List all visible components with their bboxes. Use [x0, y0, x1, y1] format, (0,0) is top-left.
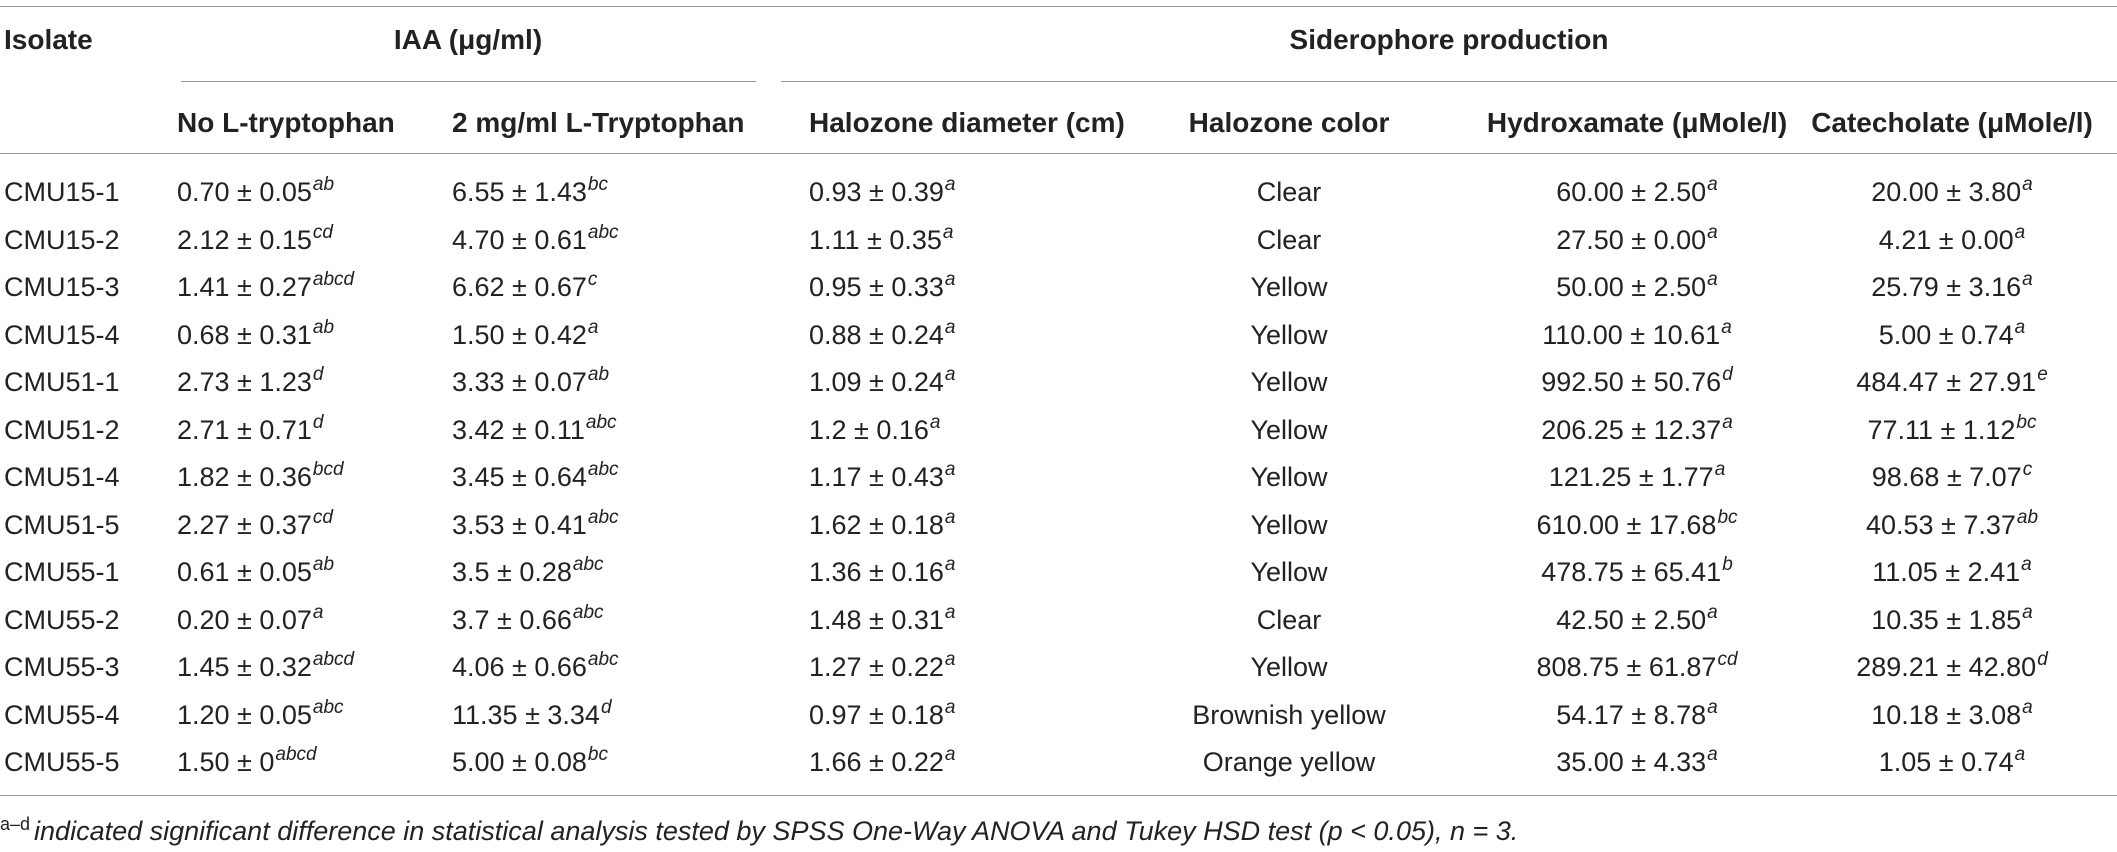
cell-value: 3.42 ± 0.11 — [452, 414, 585, 445]
cell-value: 3.7 ± 0.66 — [452, 604, 572, 635]
cell-value: 2.73 ± 1.23 — [177, 367, 312, 397]
cell-value: Yellow — [1250, 272, 1328, 302]
significance-letters: a — [944, 316, 956, 338]
cell-value: 1.50 ± 0 — [177, 747, 275, 777]
cell-halozone-color — [1203, 746, 1376, 778]
cell-value: 610.00 ± 17.68 — [1536, 509, 1717, 540]
significance-letters: a — [2014, 221, 2026, 243]
significance-letters: d — [2037, 649, 2048, 670]
cell-value: 1.36 ± 0.16 — [809, 557, 944, 587]
cell-isolate — [4, 699, 120, 731]
cell-value: 4.70 ± 0.61 — [452, 224, 587, 255]
significance-letters: a — [2022, 696, 2033, 718]
cell-iaa-no-tryptophan — [177, 746, 317, 782]
cell-iaa-no-tryptophan — [177, 316, 335, 355]
cell-halozone-diameter — [809, 271, 956, 307]
cell-halozone-diameter — [809, 696, 956, 735]
cell-isolate — [4, 414, 120, 446]
significance-letters: abc — [312, 696, 344, 718]
cell-value: CMU55-1 — [4, 557, 120, 587]
cell-halozone-diameter — [809, 506, 956, 545]
cell-catecholate — [1872, 556, 2032, 592]
significance-letters: e — [2037, 364, 2048, 385]
significance-letters: a — [1707, 601, 1718, 623]
significance-letters: a — [944, 601, 956, 623]
siderophore-group-rule — [781, 81, 2117, 82]
cell-value: CMU55-4 — [4, 699, 120, 730]
cell-iaa-no-tryptophan — [177, 696, 344, 735]
cell-iaa-no-tryptophan — [177, 176, 334, 212]
cell-value: CMU15-3 — [4, 272, 120, 302]
cell-hydroxamate — [1556, 696, 1718, 735]
cell-iaa-no-tryptophan — [177, 411, 324, 450]
significance-letters: abc — [587, 649, 619, 670]
cell-halozone-diameter — [809, 316, 956, 355]
cell-value: 5.00 ± 0.74 — [1878, 319, 2014, 350]
cell-isolate — [4, 176, 120, 208]
significance-letters: a — [944, 554, 956, 575]
cell-value: 98.68 ± 7.07 — [1871, 462, 2022, 492]
significance-letters: a — [944, 696, 956, 718]
significance-letters: abcd — [312, 649, 355, 670]
significance-letters: a — [944, 364, 956, 385]
cell-halozone-diameter — [809, 176, 956, 212]
cell-value: Yellow — [1250, 319, 1328, 350]
cell-value: 0.20 ± 0.07 — [177, 604, 312, 635]
cell-value: 0.61 ± 0.05 — [177, 557, 312, 587]
cell-catecholate — [1878, 316, 2026, 355]
cell-value: 1.45 ± 0.32 — [177, 652, 312, 682]
cell-iaa-tryptophan — [452, 746, 608, 782]
significance-letters: ab — [587, 364, 610, 385]
header-bottom-rule — [0, 153, 2117, 154]
significance-letters: abc — [585, 411, 617, 433]
significance-letters: a — [587, 316, 599, 338]
cell-value: 0.95 ± 0.33 — [809, 272, 944, 302]
cell-halozone-diameter — [809, 461, 956, 497]
cell-catecholate — [1867, 411, 2037, 450]
significance-letters: abcd — [312, 269, 355, 290]
cell-hydroxamate — [1542, 316, 1732, 355]
cell-value: 3.5 ± 0.28 — [452, 557, 572, 587]
significance-letters: a — [1721, 316, 1732, 338]
cell-iaa-tryptophan — [452, 556, 604, 592]
significance-letters: a — [1722, 411, 1733, 433]
cell-value: 4.21 ± 0.00 — [1878, 224, 2014, 255]
cell-halozone-color — [1250, 556, 1327, 588]
cell-value: 1.82 ± 0.36 — [177, 462, 312, 492]
cell-value: 0.68 ± 0.31 — [177, 319, 312, 350]
cell-value: 11.35 ± 3.34 — [452, 699, 600, 730]
cell-isolate — [4, 556, 120, 588]
cell-halozone-color — [1250, 461, 1327, 493]
cell-value: CMU51-5 — [4, 509, 120, 540]
cell-value: Yellow — [1250, 367, 1328, 397]
cell-value: CMU51-2 — [4, 414, 120, 445]
cell-value: 1.41 ± 0.27 — [177, 272, 312, 302]
cell-iaa-tryptophan — [452, 506, 619, 545]
cell-value: Clear — [1256, 224, 1322, 255]
cell-value: 11.05 ± 2.41 — [1872, 557, 2021, 587]
significance-letters: a — [944, 649, 956, 670]
cell-value: 40.53 ± 7.37 — [1865, 509, 2016, 540]
header-isolate: Isolate — [4, 24, 93, 55]
cell-value: 3.45 ± 0.64 — [452, 462, 587, 492]
footnote-text: indicated significant difference in statistical analysis tested by SPSS One-Way ANOVA and Tukey HSD test (p < 0.05), n = 3. — [34, 816, 1519, 846]
cell-value: Yellow — [1250, 652, 1328, 682]
cell-halozone-color — [1250, 366, 1327, 398]
cell-value: 10.18 ± 3.08 — [1871, 699, 2022, 730]
cell-iaa-no-tryptophan — [177, 461, 344, 497]
significance-letters: a — [1707, 696, 1718, 718]
cell-hydroxamate — [1556, 746, 1718, 782]
significance-letters: a — [944, 459, 956, 480]
cell-iaa-no-tryptophan — [177, 221, 333, 260]
significance-letters: a — [1714, 459, 1726, 480]
cell-value: 206.25 ± 12.37 — [1541, 414, 1722, 445]
cell-value: 6.62 ± 0.67 — [452, 272, 587, 302]
cell-halozone-color — [1257, 224, 1322, 256]
cell-iaa-no-tryptophan — [177, 506, 333, 545]
cell-hydroxamate — [1541, 556, 1733, 592]
cell-value: 0.70 ± 0.05 — [177, 177, 312, 207]
cell-value: CMU15-1 — [4, 177, 120, 207]
significance-letters: abc — [587, 221, 619, 243]
cell-catecholate — [1871, 696, 2033, 735]
significance-letters: abcd — [275, 744, 317, 765]
cell-halozone-diameter — [809, 221, 954, 260]
significance-letters: a — [2022, 601, 2033, 623]
cell-value: CMU15-4 — [4, 319, 120, 350]
cell-catecholate — [1871, 271, 2033, 307]
cell-value: Yellow — [1250, 509, 1328, 540]
cell-value: 3.33 ± 0.07 — [452, 367, 587, 397]
cell-hydroxamate — [1541, 366, 1733, 402]
significance-letters: a — [944, 744, 956, 765]
cell-halozone-diameter — [809, 411, 941, 450]
cell-value: 1.11 ± 0.35 — [809, 224, 942, 255]
cell-value: 1.20 ± 0.05 — [177, 699, 312, 730]
significance-letters: abc — [587, 459, 619, 480]
cell-value: 5.00 ± 0.08 — [452, 747, 587, 777]
cell-value: CMU51-4 — [4, 462, 120, 492]
cell-value: Clear — [1256, 604, 1322, 635]
table-footnote — [0, 815, 1518, 850]
significance-letters: a — [2014, 744, 2026, 765]
cell-hydroxamate — [1536, 651, 1737, 687]
cell-value: 289.21 ± 42.80 — [1856, 652, 2037, 682]
cell-isolate — [4, 271, 120, 303]
cell-value: 2.27 ± 0.37 — [177, 509, 312, 540]
cell-value: 1.27 ± 0.22 — [809, 652, 944, 682]
cell-value: 1.05 ± 0.74 — [1878, 747, 2014, 777]
significance-letters: abc — [587, 506, 619, 528]
cell-halozone-diameter — [809, 651, 956, 687]
cell-iaa-no-tryptophan — [177, 556, 334, 592]
cell-value: 42.50 ± 2.50 — [1556, 604, 1707, 635]
cell-iaa-no-tryptophan — [177, 651, 354, 687]
header-tryptophan: 2 mg/ml L-Tryptophan — [452, 107, 745, 138]
cell-isolate — [4, 604, 120, 636]
cell-iaa-tryptophan — [452, 411, 617, 450]
cell-value: 60.00 ± 2.50 — [1556, 177, 1707, 207]
cell-value: 1.17 ± 0.43 — [809, 462, 944, 492]
significance-letters: b — [1722, 554, 1733, 575]
significance-letters: bcd — [312, 459, 344, 480]
significance-letters: d — [312, 364, 324, 385]
cell-halozone-diameter — [809, 746, 956, 782]
cell-value: Clear — [1256, 177, 1322, 207]
significance-letters: a — [2022, 269, 2033, 290]
header-catecholate: Catecholate (μMole/l) — [1811, 107, 2093, 138]
cell-catecholate — [1865, 506, 2039, 545]
cell-halozone-color — [1257, 176, 1322, 208]
cell-value: 1.2 ± 0.16 — [809, 414, 929, 445]
significance-letters: ab — [312, 174, 335, 195]
cell-hydroxamate — [1549, 461, 1726, 497]
cell-catecholate — [1856, 651, 2048, 687]
significance-letters: ab — [2016, 506, 2039, 528]
cell-value: 54.17 ± 8.78 — [1556, 699, 1707, 730]
cell-halozone-color — [1257, 604, 1322, 636]
cell-value: 25.79 ± 3.16 — [1871, 272, 2022, 302]
cell-value: 4.06 ± 0.66 — [452, 652, 587, 682]
cell-iaa-tryptophan — [452, 366, 609, 402]
cell-halozone-diameter — [809, 366, 956, 402]
cell-iaa-tryptophan — [452, 601, 604, 640]
cell-value: 121.25 ± 1.77 — [1548, 462, 1714, 492]
cell-value: 2.71 ± 0.71 — [177, 414, 312, 445]
cell-catecholate — [1856, 366, 2048, 402]
significance-letters: abc — [572, 554, 604, 575]
cell-halozone-color — [1250, 271, 1327, 303]
cell-halozone-color — [1250, 651, 1327, 683]
significance-letters: c — [2022, 459, 2033, 480]
header-halozone-diameter: Halozone diameter (cm) — [809, 107, 1125, 138]
cell-value: 484.47 ± 27.91 — [1856, 367, 2037, 397]
cell-value: 35.00 ± 4.33 — [1556, 747, 1707, 777]
header-iaa-group: IAA (μg/ml) — [393, 24, 543, 55]
significance-letters: a — [1707, 269, 1718, 290]
cell-isolate — [4, 509, 120, 541]
table-bottom-rule — [0, 795, 2117, 796]
significance-letters: bc — [587, 174, 608, 195]
significance-letters: a — [1707, 744, 1718, 765]
table-top-rule — [0, 6, 2117, 7]
significance-letters: a — [929, 411, 941, 433]
cell-value: 10.35 ± 1.85 — [1871, 604, 2022, 635]
cell-value: 0.97 ± 0.18 — [809, 699, 944, 730]
cell-isolate — [4, 366, 120, 398]
cell-value: CMU55-3 — [4, 652, 120, 682]
cell-catecholate — [1871, 601, 2033, 640]
cell-value: 77.11 ± 1.12 — [1867, 414, 2016, 445]
significance-letters: d — [600, 696, 612, 718]
cell-value: 0.88 ± 0.24 — [809, 319, 944, 350]
cell-value: 3.53 ± 0.41 — [452, 509, 587, 540]
cell-halozone-color — [1250, 509, 1327, 541]
cell-hydroxamate — [1556, 601, 1718, 640]
cell-halozone-color — [1250, 319, 1327, 351]
cell-iaa-no-tryptophan — [177, 366, 324, 402]
cell-value: CMU55-5 — [4, 747, 120, 777]
cell-value: 0.93 ± 0.39 — [809, 177, 944, 207]
header-hydroxamate: Hydroxamate (μMole/l) — [1486, 107, 1788, 138]
cell-value: 110.00 ± 10.61 — [1542, 319, 1721, 350]
cell-value: Brownish yellow — [1192, 699, 1386, 730]
cell-hydroxamate — [1541, 411, 1733, 450]
cell-value: 1.66 ± 0.22 — [809, 747, 944, 777]
footnote-mark: a–d — [0, 814, 31, 834]
cell-isolate — [4, 319, 120, 351]
iaa-group-rule — [181, 81, 756, 82]
cell-value: 1.50 ± 0.42 — [452, 319, 587, 350]
cell-isolate — [4, 224, 120, 256]
cell-value: Yellow — [1250, 462, 1328, 492]
significance-letters: c — [587, 269, 598, 290]
significance-letters: cd — [312, 506, 333, 528]
significance-letters: a — [944, 174, 956, 195]
cell-catecholate — [1879, 746, 2026, 782]
cell-value: 50.00 ± 2.50 — [1556, 272, 1707, 302]
cell-isolate — [4, 461, 120, 493]
cell-value: Orange yellow — [1202, 747, 1376, 777]
cell-hydroxamate — [1536, 506, 1738, 545]
significance-letters: ab — [312, 554, 335, 575]
cell-value: 1.09 ± 0.24 — [809, 367, 944, 397]
cell-value: 1.48 ± 0.31 — [809, 604, 944, 635]
cell-iaa-tryptophan — [452, 461, 619, 497]
cell-iaa-no-tryptophan — [177, 271, 354, 307]
significance-letters: abc — [572, 601, 604, 623]
significance-letters: a — [2014, 316, 2026, 338]
cell-value: 992.50 ± 50.76 — [1541, 367, 1722, 397]
cell-value: CMU55-2 — [4, 604, 120, 635]
cell-value: 6.55 ± 1.43 — [452, 177, 587, 207]
header-halozone-color: Halozone color — [1188, 107, 1390, 138]
cell-isolate — [4, 746, 120, 778]
cell-isolate — [4, 651, 120, 683]
cell-iaa-tryptophan — [452, 696, 612, 735]
significance-letters: a — [312, 601, 324, 623]
significance-letters: d — [1722, 364, 1733, 385]
cell-value: 808.75 ± 61.87 — [1536, 652, 1717, 682]
cell-value: CMU51-1 — [4, 367, 120, 397]
cell-value: 478.75 ± 65.41 — [1541, 557, 1722, 587]
cell-value: 20.00 ± 3.80 — [1871, 177, 2022, 207]
cell-value: Yellow — [1250, 414, 1328, 445]
significance-letters: a — [2022, 174, 2033, 195]
cell-iaa-tryptophan — [452, 176, 608, 212]
significance-letters: a — [942, 221, 954, 243]
cell-value: 1.62 ± 0.18 — [809, 509, 944, 540]
header-siderophore-group: Siderophore production — [1289, 24, 1609, 55]
cell-hydroxamate — [1556, 221, 1718, 260]
cell-halozone-diameter — [809, 556, 956, 592]
significance-letters: ab — [312, 316, 335, 338]
significance-letters: a — [1707, 174, 1718, 195]
header-no-tryptophan: No L-tryptophan — [177, 107, 395, 138]
significance-letters: a — [944, 269, 956, 290]
cell-hydroxamate — [1556, 176, 1718, 212]
cell-iaa-tryptophan — [452, 271, 597, 307]
cell-value: 27.50 ± 0.00 — [1556, 224, 1707, 255]
significance-letters: a — [1707, 221, 1718, 243]
significance-letters: cd — [1717, 649, 1738, 670]
cell-catecholate — [1878, 221, 2026, 260]
cell-halozone-color — [1250, 414, 1327, 446]
cell-iaa-tryptophan — [452, 651, 619, 687]
cell-iaa-no-tryptophan — [177, 601, 324, 640]
cell-hydroxamate — [1556, 271, 1718, 307]
significance-letters: a — [944, 506, 956, 528]
significance-letters: bc — [2016, 411, 2037, 433]
cell-value: CMU15-2 — [4, 224, 120, 255]
cell-halozone-diameter — [809, 601, 956, 640]
significance-letters: cd — [312, 221, 333, 243]
cell-value: 2.12 ± 0.15 — [177, 224, 312, 255]
significance-letters: bc — [587, 744, 608, 765]
cell-catecholate — [1871, 176, 2033, 212]
cell-value: Yellow — [1250, 557, 1328, 587]
significance-letters: d — [312, 411, 324, 433]
significance-letters: a — [2021, 554, 2032, 575]
cell-iaa-tryptophan — [452, 221, 619, 260]
cell-halozone-color — [1192, 699, 1386, 731]
cell-iaa-tryptophan — [452, 316, 599, 355]
cell-catecholate — [1872, 461, 2032, 497]
significance-letters: bc — [1717, 506, 1738, 528]
